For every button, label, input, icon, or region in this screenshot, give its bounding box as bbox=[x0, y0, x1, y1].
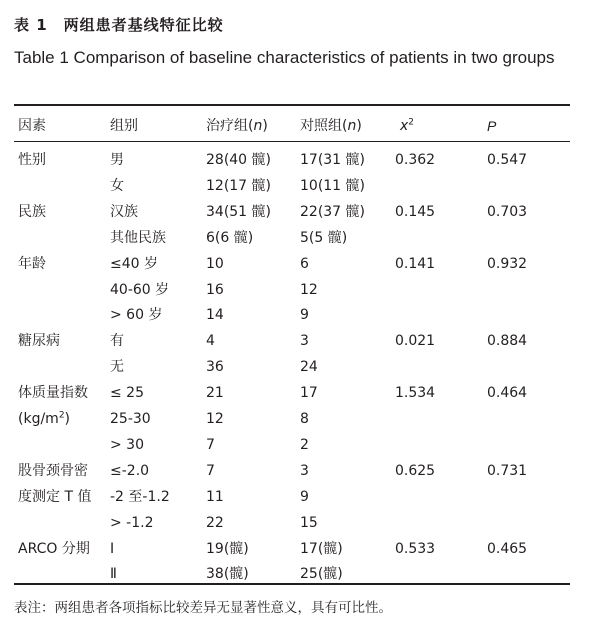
cell-treatment: 12(17 髋) bbox=[206, 178, 272, 194]
cell-factor: 年龄 bbox=[18, 256, 46, 272]
cell-control: 9 bbox=[300, 489, 309, 505]
cell-treatment: 12 bbox=[206, 411, 224, 427]
table-top-rule bbox=[14, 104, 570, 106]
cell-group: 男 bbox=[110, 152, 124, 168]
cell-group: > -1.2 bbox=[110, 515, 154, 531]
cell-treatment: 4 bbox=[206, 333, 215, 349]
cell-group: 40-60 岁 bbox=[110, 282, 170, 298]
cell-group: ≤ 25 bbox=[110, 385, 144, 401]
cell-factor: $(kg/m^2)$ bbox=[18, 410, 71, 427]
cell-chi-square: 0.145 bbox=[395, 204, 436, 220]
cell-factor: ARCO 分期 bbox=[18, 541, 90, 557]
cell-control: 3 bbox=[300, 463, 309, 479]
cell-group: -2 至-1.2 bbox=[110, 489, 170, 505]
cell-control: 24 bbox=[300, 359, 318, 375]
header-control: 对照组(n) bbox=[300, 118, 362, 134]
cell-chi-square: 0.533 bbox=[395, 541, 436, 557]
cell-control: 17(髋) bbox=[300, 541, 343, 557]
cell-control: 8 bbox=[300, 411, 309, 427]
cell-treatment: 6(6 髋) bbox=[206, 230, 254, 246]
cell-control: 25(髋) bbox=[300, 566, 343, 582]
header-treatment: 治疗组(n) bbox=[206, 118, 268, 134]
cell-control: 2 bbox=[300, 437, 309, 453]
cell-group: 汉族 bbox=[110, 204, 138, 220]
cell-factor: 民族 bbox=[18, 204, 46, 220]
cell-chi-square: 1.534 bbox=[395, 385, 436, 401]
cell-group: 有 bbox=[110, 333, 124, 349]
cell-factor: 度测定 T 值 bbox=[18, 489, 92, 505]
cell-p-value: 0.932 bbox=[487, 256, 528, 272]
cell-group: Ⅰ bbox=[110, 541, 115, 557]
cell-p-value: 0.465 bbox=[487, 541, 528, 557]
table-header-rule bbox=[14, 141, 570, 142]
cell-treatment: 22 bbox=[206, 515, 224, 531]
cell-control: 9 bbox=[300, 307, 309, 323]
cell-treatment: 19(髋) bbox=[206, 541, 249, 557]
cell-group: 25-30 bbox=[110, 411, 151, 427]
cell-group: 其他民族 bbox=[110, 230, 166, 246]
cell-p-value: 0.884 bbox=[487, 333, 528, 349]
cell-treatment: 38(髋) bbox=[206, 566, 249, 582]
cell-control: 3 bbox=[300, 333, 309, 349]
cell-treatment: 16 bbox=[206, 282, 224, 298]
cell-control: 12 bbox=[300, 282, 318, 298]
header-factor: 因素 bbox=[18, 118, 46, 134]
cell-treatment: 10 bbox=[206, 256, 224, 272]
cell-group: > 60 岁 bbox=[110, 307, 163, 323]
cell-treatment: 11 bbox=[206, 489, 224, 505]
cell-treatment: 7 bbox=[206, 463, 215, 479]
cell-p-value: 0.464 bbox=[487, 385, 528, 401]
cell-factor: 性别 bbox=[18, 152, 46, 168]
cell-p-value: 0.547 bbox=[487, 152, 528, 168]
cell-p-value: 0.703 bbox=[487, 204, 528, 220]
cell-group: ≤40 岁 bbox=[110, 256, 158, 272]
cell-treatment: 14 bbox=[206, 307, 224, 323]
cell-factor: 糖尿病 bbox=[18, 333, 60, 349]
cell-p-value: 0.731 bbox=[487, 463, 528, 479]
cell-factor: 股骨颈骨密 bbox=[18, 463, 88, 479]
cell-group: ≤-2.0 bbox=[110, 463, 150, 479]
cell-chi-square: 0.625 bbox=[395, 463, 436, 479]
cell-group: 女 bbox=[110, 178, 124, 194]
cell-control: 17 bbox=[300, 385, 318, 401]
cell-treatment: 7 bbox=[206, 437, 215, 453]
cell-control: 6 bbox=[300, 256, 309, 272]
cell-control: 17(31 髋) bbox=[300, 152, 366, 168]
cell-control: 10(11 髋) bbox=[300, 178, 366, 194]
table-caption-english: Table 1 Comparison of baseline characteristics of patients in two groups bbox=[14, 48, 555, 67]
cell-chi-square: 0.141 bbox=[395, 256, 436, 272]
table-bottom-rule bbox=[14, 583, 570, 585]
table-caption-chinese: 表 1 两组患者基线特征比较 bbox=[14, 16, 224, 34]
header-group: 组别 bbox=[110, 118, 138, 134]
cell-treatment: 34(51 髋) bbox=[206, 204, 272, 220]
table-footnote: 表注：两组患者各项指标比较差异无显著性意义，具有可比性。 bbox=[14, 600, 392, 616]
cell-control: 15 bbox=[300, 515, 318, 531]
cell-treatment: 36 bbox=[206, 359, 224, 375]
cell-group: Ⅱ bbox=[110, 566, 117, 582]
cell-factor: 体质量指数 bbox=[18, 385, 88, 401]
cell-chi-square: 0.362 bbox=[395, 152, 436, 168]
cell-treatment: 21 bbox=[206, 385, 224, 401]
cell-chi-square: 0.021 bbox=[395, 333, 436, 349]
cell-control: 5(5 髋) bbox=[300, 230, 348, 246]
header-p-value: P bbox=[487, 118, 497, 134]
cell-control: 22(37 髋) bbox=[300, 204, 366, 220]
cell-treatment: 28(40 髋) bbox=[206, 152, 272, 168]
header-chi-square: $x^2$ bbox=[400, 117, 415, 134]
cell-group: 无 bbox=[110, 359, 124, 375]
cell-group: > 30 bbox=[110, 437, 144, 453]
